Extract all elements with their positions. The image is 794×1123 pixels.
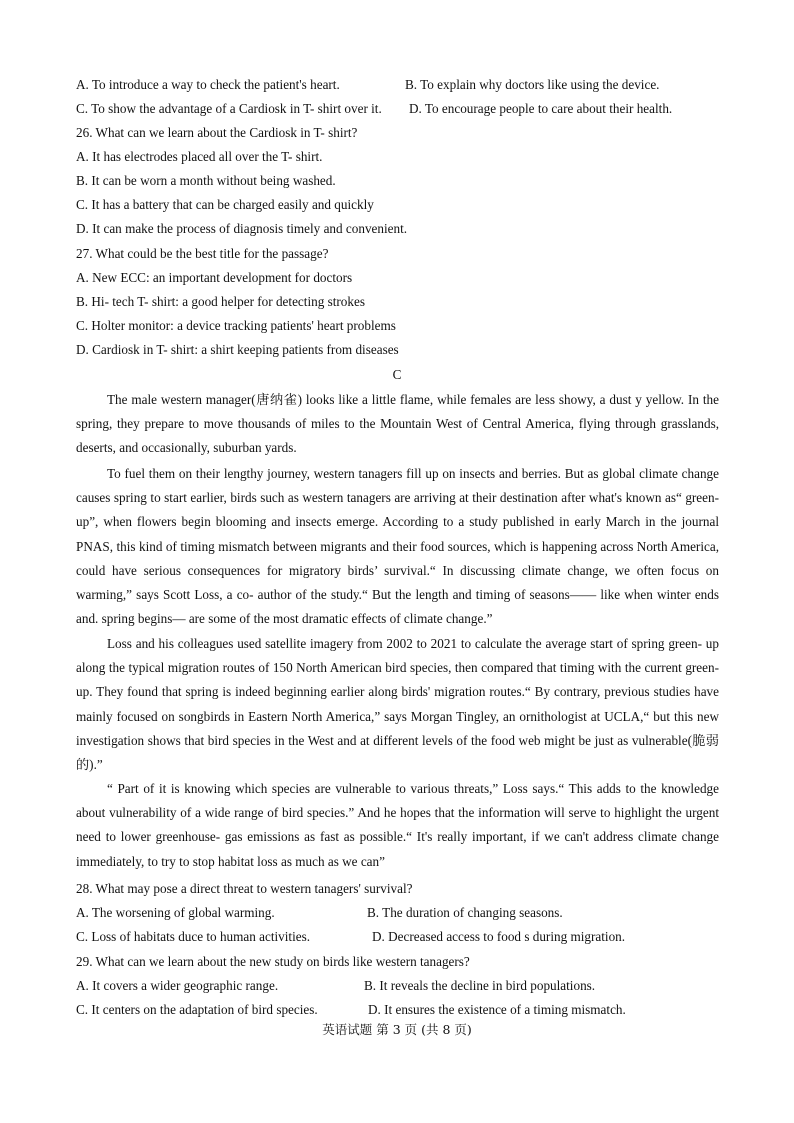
q29-option-b: B. It reveals the decline in bird populations. (364, 978, 596, 993)
q27-option-d: D. Cardiosk in T- shirt: a shirt keeping patients from diseases (76, 342, 399, 357)
q25-option-c: C. To show the advantage of a Cardiosk in T- shirt over it. (76, 101, 382, 116)
q29-option-d: D. It ensures the existence of a timing mismatch. (368, 1002, 626, 1017)
passage-paragraph-1-text: The male western manager(唐纳雀) looks like a little flame, while females are less showy, a dust y yellow. In the spring, they prepare to move thousands of miles to the Mountain West of Central America, flying through grasslands, deserts, and occasionally, suburban yards. (76, 392, 719, 456)
q27-question: 27. What could be the best title for the passage? (76, 246, 329, 261)
q26-option-a: A. It has electrodes placed all over the T- shirt. (76, 149, 323, 164)
q25-option-b: B. To explain why doctors like using the device. (405, 77, 660, 92)
passage-paragraph-4 (76, 777, 719, 874)
q28-option-d: D. Decreased access to food s during migration. (372, 929, 626, 944)
q28-question: 28. What may pose a direct threat to western tanagers' survival? (76, 881, 413, 896)
passage-paragraph-3 (76, 632, 719, 777)
q25-option-a: A. To introduce a way to check the patient's heart. (76, 77, 340, 92)
q27-option-a: A. New ECC: an important development for doctors (76, 270, 353, 285)
q29-question: 29. What can we learn about the new study on birds like western tanagers? (76, 954, 470, 969)
q28-option-a: A. The worsening of global warming. (76, 905, 275, 920)
q29-option-c: C. It centers on the adaptation of bird species. (76, 1002, 318, 1017)
page-footer: 英语试题 第 3 页 (共 8 页) (322, 1022, 472, 1037)
passage-paragraph-4-text: “ Part of it is knowing which species are vulnerable to various threats,” Loss says.“ This adds to the knowledge about vulnerability of a wide range of bird species.” And he hopes that the information will serve to highlight the urgent need to lower greenhouse- gas emissions as fast as possible.“ It's really important, if we can't address climate change immediately, to try to stop habitat loss as much as we can” (76, 781, 719, 869)
q28-option-b: B. The duration of changing seasons. (367, 905, 563, 920)
q28-option-c: C. Loss of habitats duce to human activities. (76, 929, 311, 944)
passage-paragraph-2-text: To fuel them on their lengthy journey, western tanagers fill up on insects and berries. But as global climate change causes spring to start earlier, birds such as western tanagers are arriving at their destination after what's known as“ green- up”, when flowers begin blooming and insects emerge. According to a study published in early March in the journal PNAS, this kind of timing mismatch between migrants and their food sources, which is happening across North America, could have serious consequences for migratory birds’ survival.“ In discussing climate change, we often focus on warming,” says Scott Loss, a co- author of the study.“ But the length and timing of seasons—— like when winter ends and. spring begins— are some of the most dramatic effects of climate change.” (76, 466, 719, 627)
passage-paragraph-3-text: Loss and his colleagues used satellite imagery from 2002 to 2021 to calculate the average start of spring green- up along the typical migration routes of 150 North American bird species, then compared that timing with the current green- up. They found that spring is indeed beginning earlier along birds' migration routes.“ By contrary, previous studies have mainly focused on songbirds in Eastern North America,” says Morgan Tingley, an ornithologist at UCLA,“ but this new investigation shows that bird species in the West and at different levels of the food web might be just as vulnerable(脆弱的).” (76, 636, 719, 773)
q27-option-c: C. Holter monitor: a device tracking patients' heart problems (76, 318, 396, 333)
q26-option-b: B. It can be worn a month without being washed. (76, 173, 336, 188)
passage-paragraph-1 (76, 388, 719, 461)
section-label: C (392, 367, 402, 382)
q29-option-a: A. It covers a wider geographic range. (76, 978, 279, 993)
q27-option-b: B. Hi- tech T- shirt: a good helper for detecting strokes (76, 294, 365, 309)
q26-option-d: D. It can make the process of diagnosis timely and convenient. (76, 221, 408, 236)
passage-paragraph-2 (76, 462, 719, 631)
q25-option-d: D. To encourage people to care about their health. (409, 101, 673, 116)
q26-question: 26. What can we learn about the Cardiosk in T- shirt? (76, 125, 358, 140)
q26-option-c: C. It has a battery that can be charged easily and quickly (76, 197, 374, 212)
